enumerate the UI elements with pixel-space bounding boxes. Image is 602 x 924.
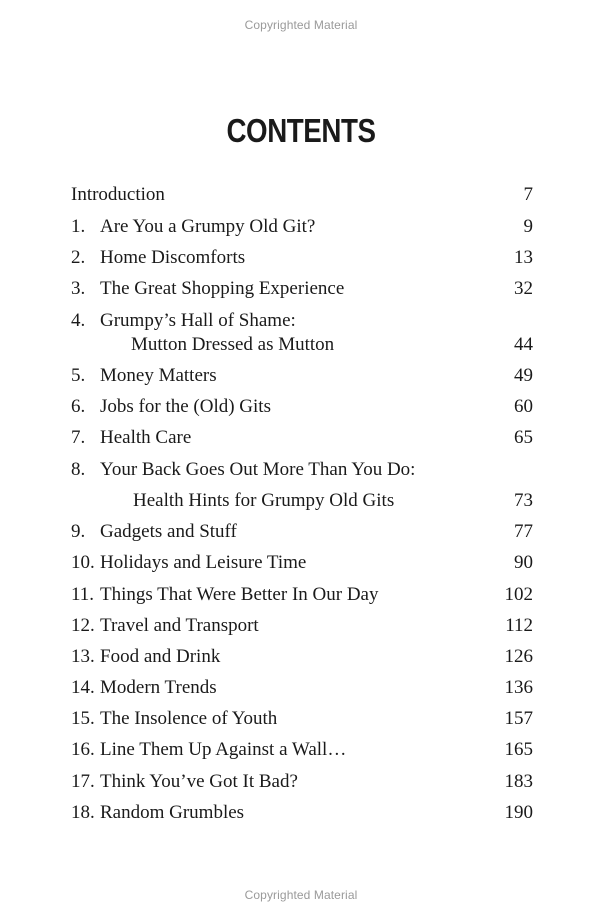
entry-number: 10. — [71, 552, 95, 573]
entry-title: Home Discomforts — [100, 247, 246, 268]
entry-page: 77 — [514, 521, 533, 542]
entry-page: 32 — [514, 278, 533, 299]
entry-page: 7 — [523, 184, 533, 205]
entry-number: 12. — [71, 615, 95, 636]
toc-entry-13[interactable] — [71, 643, 533, 671]
entry-title: Jobs for the (Old) Gits — [100, 396, 271, 417]
entry-page: 65 — [514, 427, 533, 448]
entry-page: 165 — [504, 739, 533, 760]
toc-entry-9[interactable] — [71, 518, 533, 546]
toc-entry-11[interactable] — [71, 581, 533, 609]
entry-title: Your Back Goes Out More Than You Do: — [100, 459, 416, 480]
entry-title: Health Care — [100, 427, 192, 448]
entry-number: 6. — [71, 396, 86, 417]
toc-entry-17[interactable] — [71, 768, 533, 796]
entry-number: 2. — [71, 247, 86, 268]
entry-title: Are You a Grumpy Old Git? — [100, 216, 316, 237]
copyright-watermark-bottom: Copyrighted Material — [244, 888, 358, 902]
entry-page: 112 — [505, 615, 533, 636]
entry-page: 44 — [514, 334, 533, 355]
entry-title: Random Grumbles — [100, 802, 245, 823]
entry-number: 13. — [71, 646, 95, 667]
entry-number: 1. — [71, 216, 86, 237]
entry-page: 157 — [504, 708, 533, 729]
entry-number: 4. — [71, 310, 86, 331]
entry-number: 16. — [71, 739, 95, 760]
entry-page: 190 — [504, 802, 533, 823]
toc-entry-1[interactable] — [71, 213, 533, 241]
entry-title: Think You’ve Got It Bad? — [100, 771, 298, 792]
entry-page: 49 — [514, 365, 533, 386]
entry-page: 13 — [514, 247, 533, 268]
entry-number: 7. — [71, 427, 86, 448]
entry-title: Things That Were Better In Our Day — [100, 584, 379, 605]
entry-subtitle: Health Hints for Grumpy Old Gits — [133, 490, 395, 511]
entry-number: 15. — [71, 708, 95, 729]
entry-page: 136 — [504, 677, 533, 698]
entry-title: Modern Trends — [100, 677, 217, 698]
entry-number: 14. — [71, 677, 95, 698]
entry-title: Grumpy’s Hall of Shame: — [100, 310, 296, 331]
entry-subtitle: Mutton Dressed as Mutton — [131, 334, 335, 355]
entry-page: 9 — [523, 216, 533, 237]
toc-entry-14[interactable] — [71, 674, 533, 702]
toc-entry-15[interactable] — [71, 705, 533, 733]
entry-number: 17. — [71, 771, 95, 792]
entry-page: 73 — [514, 490, 533, 511]
toc-entry-18[interactable] — [71, 799, 533, 827]
entry-title: Food and Drink — [100, 646, 221, 667]
entry-title: Holidays and Leisure Time — [100, 552, 307, 573]
entry-title: Money Matters — [100, 365, 217, 386]
toc-entry-10[interactable] — [71, 549, 533, 577]
toc-entry-5[interactable] — [71, 362, 533, 390]
entry-number: 18. — [71, 802, 95, 823]
entry-page: 60 — [514, 396, 533, 417]
entry-number: 11. — [71, 584, 95, 605]
entry-title: Travel and Transport — [100, 615, 259, 636]
entry-number: 8. — [71, 459, 86, 480]
entry-page: 126 — [504, 646, 533, 667]
entry-number: 9. — [71, 521, 86, 542]
entry-title: The Insolence of Youth — [100, 708, 278, 729]
entry-title: Line Them Up Against a Wall… — [100, 739, 347, 760]
copyright-watermark-top: Copyrighted Material — [244, 18, 358, 32]
contents-heading: CONTENTS — [226, 112, 376, 149]
toc-entry-8[interactable] — [71, 456, 533, 484]
toc-entry-12[interactable] — [71, 612, 533, 640]
entry-page: 102 — [504, 584, 533, 605]
toc-entry-introduction[interactable] — [71, 181, 533, 209]
toc-entry-3[interactable] — [71, 275, 533, 303]
toc-entry-7[interactable] — [71, 424, 533, 452]
toc-entry-6[interactable] — [71, 393, 533, 421]
toc-entry-16[interactable] — [71, 736, 533, 764]
toc-entry-4-continued[interactable] — [71, 331, 533, 359]
entry-number: 3. — [71, 278, 86, 299]
entry-title: Gadgets and Stuff — [100, 521, 237, 542]
toc-entry-2[interactable] — [71, 244, 533, 272]
entry-page: 90 — [514, 552, 533, 573]
entry-page: 183 — [504, 771, 533, 792]
entry-title: The Great Shopping Experience — [100, 278, 345, 299]
toc-entry-8-continued[interactable] — [71, 487, 533, 515]
entry-title: Introduction — [71, 184, 165, 205]
entry-number: 5. — [71, 365, 86, 386]
